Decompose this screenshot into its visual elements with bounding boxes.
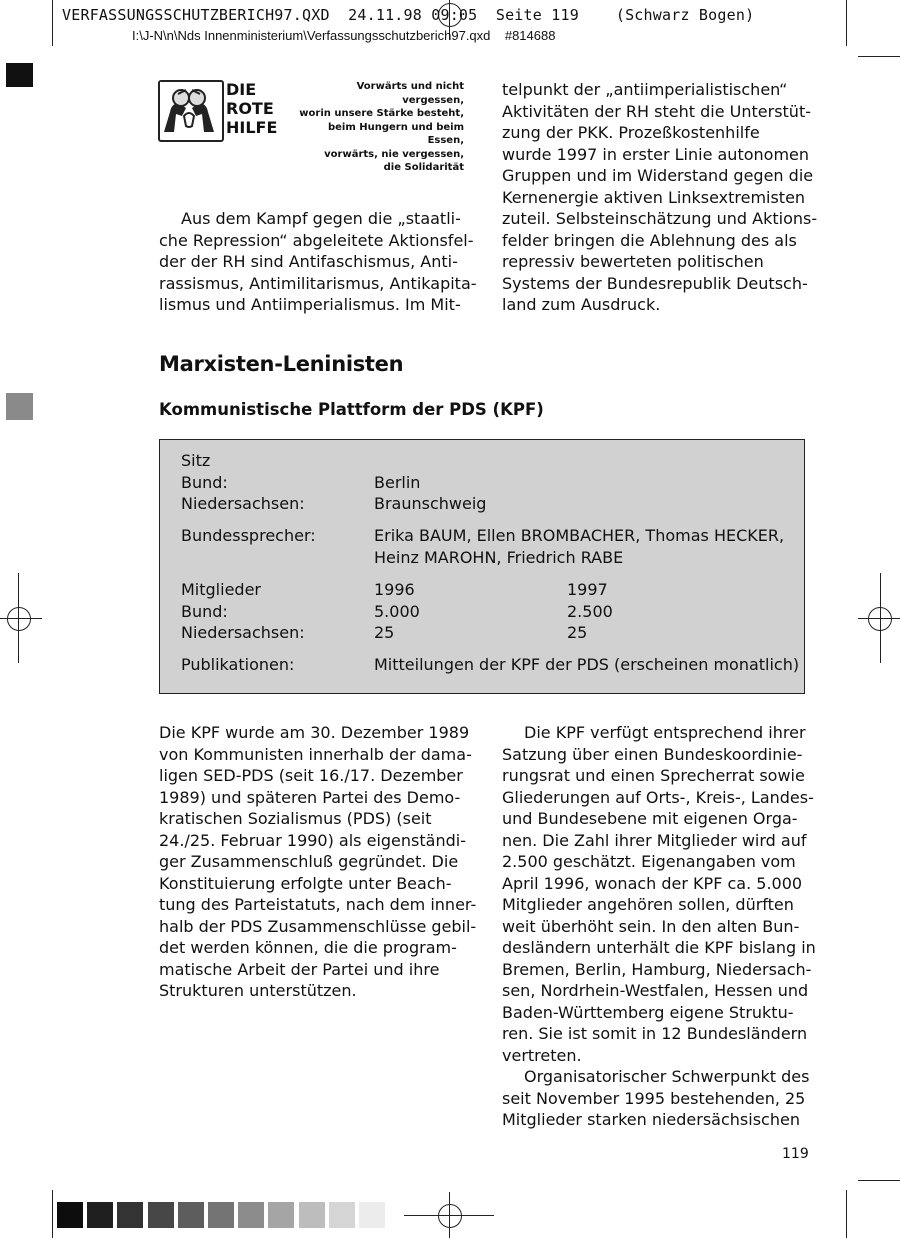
crop-mark-bottom-right (846, 1190, 847, 1238)
niedersachsen-sitz-value: Braunschweig (374, 494, 487, 513)
color-swatch (57, 1202, 83, 1228)
text-line: Strukturen unterstützen. (159, 981, 357, 1000)
color-swatch (299, 1202, 325, 1228)
logo-wordmark-line: HILFE (226, 118, 278, 137)
text-line: desländern unterhält die KPF bislang in (502, 938, 816, 957)
rote-hilfe-logo-icon (158, 80, 224, 142)
registration-line (858, 618, 900, 619)
registration-line (449, 1192, 450, 1238)
color-swatch (268, 1202, 294, 1228)
intro-left-paragraph (159, 208, 477, 316)
mitglieder-bund-1997: 2.500 (567, 602, 613, 621)
color-swatch (359, 1202, 385, 1228)
mitglieder-nds-label: Niedersachsen: (181, 623, 305, 642)
text-line: von Kommunisten innerhalb der dama- (159, 744, 472, 764)
text-line: Die KPF wurde am 30. Dezember 1989 (159, 723, 470, 742)
organization-info-box (159, 439, 805, 694)
text-line: Baden-Württemberg eigene Struktu- (502, 1002, 794, 1022)
color-swatch (87, 1202, 113, 1228)
text-line: lismus und Antiimperialismus. Im Mit- (159, 295, 461, 314)
mitglieder-nds-1996: 25 (374, 623, 395, 642)
text-line: Bremen, Berlin, Hamburg, Niedersach- (502, 959, 812, 979)
logo-wordmark-line: DIE (226, 80, 257, 99)
text-line: ger Zusammenschluß gegründet. Die (159, 852, 459, 871)
text-line: Systems der Bundesrepublik Deutsch- (502, 273, 808, 293)
section-title: Marxisten-Leninisten (159, 352, 404, 376)
text-line: April 1996, wonach der KPF ca. 5.000 (502, 873, 803, 893)
text-line: zuteil. Selbsteinschätzung und Aktions- (502, 209, 818, 228)
text-line: Gruppen und im Widerstand gegen die (502, 166, 814, 185)
registration-mark-left (7, 607, 31, 631)
publikationen-value: Mitteilungen der KPF der PDS (erscheinen monatlich) (374, 655, 800, 674)
text-line: det werden können, die die program- (159, 938, 457, 957)
text-line: nen. Die Zahl ihrer Mitglieder wird auf (502, 830, 807, 850)
page-number: 119 (782, 1146, 809, 1162)
text-line: matische Arbeit der Partei und ihre (159, 959, 440, 979)
text-line: Mitglieder starken niedersächsischen (502, 1110, 800, 1129)
text-line: vertreten. (502, 1045, 582, 1065)
file-path-line: I:\J-N\n\Nds Innenministerium\Verfassungsschutzberich97.qxd #814688 (132, 28, 556, 43)
body-left-column (159, 722, 476, 1002)
text-line: repressiv bewerteten politischen (502, 252, 764, 271)
crop-mark-top-right (846, 0, 847, 46)
color-swatch (148, 1202, 174, 1228)
text-line: kratischen Sozialismus (PDS) (seit (159, 809, 432, 828)
logo-wordmark-line: ROTE (226, 99, 274, 118)
color-swatch (178, 1202, 204, 1228)
text-line: 24./25. Februar 1990) als eigenständi- (159, 830, 466, 850)
sitz-label: Sitz (181, 451, 211, 470)
color-swatch (329, 1202, 355, 1228)
text-line: zung der PKK. Prozeßkostenhilfe (502, 123, 760, 142)
body-right-column (502, 722, 816, 1131)
niedersachsen-label: Niedersachsen: (181, 494, 305, 513)
section-marker-black (6, 63, 33, 87)
year-1996-header: 1996 (374, 580, 415, 599)
text-line: Konstituierung erfolgte unter Beach- (159, 873, 452, 893)
text-line: felder bringen die Ablehnung des als (502, 230, 797, 250)
text-line: Die KPF verfügt entsprechend ihrer (524, 723, 806, 742)
logo-motto (296, 80, 464, 175)
text-line: rassismus, Antimilitarismus, Antikapita- (159, 273, 477, 293)
text-line: telpunkt der „antiimperialistischen“ (502, 80, 788, 99)
bund-label: Bund: (181, 473, 228, 492)
crop-mark-top-left (52, 0, 53, 46)
crop-mark-bottom-right-h (858, 1180, 900, 1181)
text-line: ren. Sie ist somit in 12 Bundesländern (502, 1024, 808, 1043)
publikationen-label: Publikationen: (181, 655, 295, 674)
text-line: Kernenergie aktiven Linksextremisten (502, 187, 806, 207)
mitglieder-bund-label: Bund: (181, 602, 228, 621)
color-swatch (208, 1202, 234, 1228)
text-line: und Bundesebene mit eigenen Orga- (502, 809, 798, 828)
slug-line: VERFASSUNGSSCHUTZBERICH97.QXD 24.11.98 09:05 Seite 119 (Schwarz Bogen) (62, 6, 755, 24)
year-1997-header: 1997 (567, 580, 608, 599)
registration-line (880, 573, 881, 663)
intro-right-paragraph (502, 79, 817, 316)
section-marker-gray (6, 393, 33, 420)
bundessprecher-label: Bundessprecher: (181, 526, 316, 545)
bundessprecher-value: Erika BAUM, Ellen BROMBACHER, Thomas HECKER, (374, 526, 785, 545)
section-subtitle: Kommunistische Plattform der PDS (KPF) (159, 400, 544, 419)
crop-mark-top-right-h (858, 56, 900, 57)
text-line: Satzung über einen Bundeskoordinie- (502, 744, 803, 764)
motto-line: vorwärts, nie vergessen, (324, 148, 464, 160)
color-swatch (238, 1202, 264, 1228)
mitglieder-label: Mitglieder (181, 580, 261, 599)
motto-line: die Solidarität (383, 162, 464, 173)
text-line: ligen SED-PDS (seit 16./17. Dezember (159, 766, 463, 785)
mitglieder-bund-1996: 5.000 (374, 602, 420, 621)
text-line: 2.500 geschätzt. Eigenangaben vom (502, 852, 796, 871)
text-line: 1989) und späteren Partei des Demo- (159, 787, 461, 807)
text-line: che Repression“ abgeleitete Aktionsfel- (159, 230, 474, 250)
text-line: Aus dem Kampf gegen die „staatli- (181, 209, 461, 228)
text-line: tung des Parteistatuts, nach dem inner- (159, 895, 477, 914)
text-line: sen, Nordrhein-Westfalen, Hessen und (502, 981, 809, 1000)
text-line: land zum Ausdruck. (502, 295, 661, 314)
crop-mark-bottom-left (52, 1190, 53, 1238)
motto-line: worin unsere Stärke besteht, (299, 108, 464, 119)
text-line: der der RH sind Antifaschismus, Anti- (159, 252, 458, 271)
mitglieder-nds-1997: 25 (567, 623, 588, 642)
registration-mark-bottom (438, 1204, 462, 1228)
color-swatch (117, 1202, 143, 1228)
motto-line: beim Hungern und beim Essen, (327, 121, 464, 146)
logo-wordmark (226, 80, 277, 137)
bund-sitz-value: Berlin (374, 473, 421, 492)
registration-line (0, 618, 42, 619)
text-line: rungsrat und einen Sprecherrat sowie (502, 766, 805, 785)
text-line: weit überhöht sein. In den alten Bun- (502, 916, 800, 936)
text-line: halb der PDS Zusammenschlüsse gebil- (159, 916, 477, 936)
text-line: Gliederungen auf Orts-, Kreis-, Landes- (502, 787, 814, 807)
text-line: wurde 1997 in erster Linie autonomen (502, 144, 810, 164)
text-line: seit November 1995 bestehenden, 25 (502, 1088, 806, 1108)
bundessprecher-value: Heinz MAROHN, Friedrich RABE (374, 548, 624, 567)
motto-line: Vorwärts und nicht vergessen, (356, 81, 464, 106)
text-line: Mitglieder angehören sollen, dürften (502, 895, 794, 914)
text-line: Organisatorischer Schwerpunkt des (524, 1067, 810, 1086)
registration-line (18, 573, 19, 663)
text-line: Aktivitäten der RH steht die Unterstüt- (502, 101, 811, 121)
